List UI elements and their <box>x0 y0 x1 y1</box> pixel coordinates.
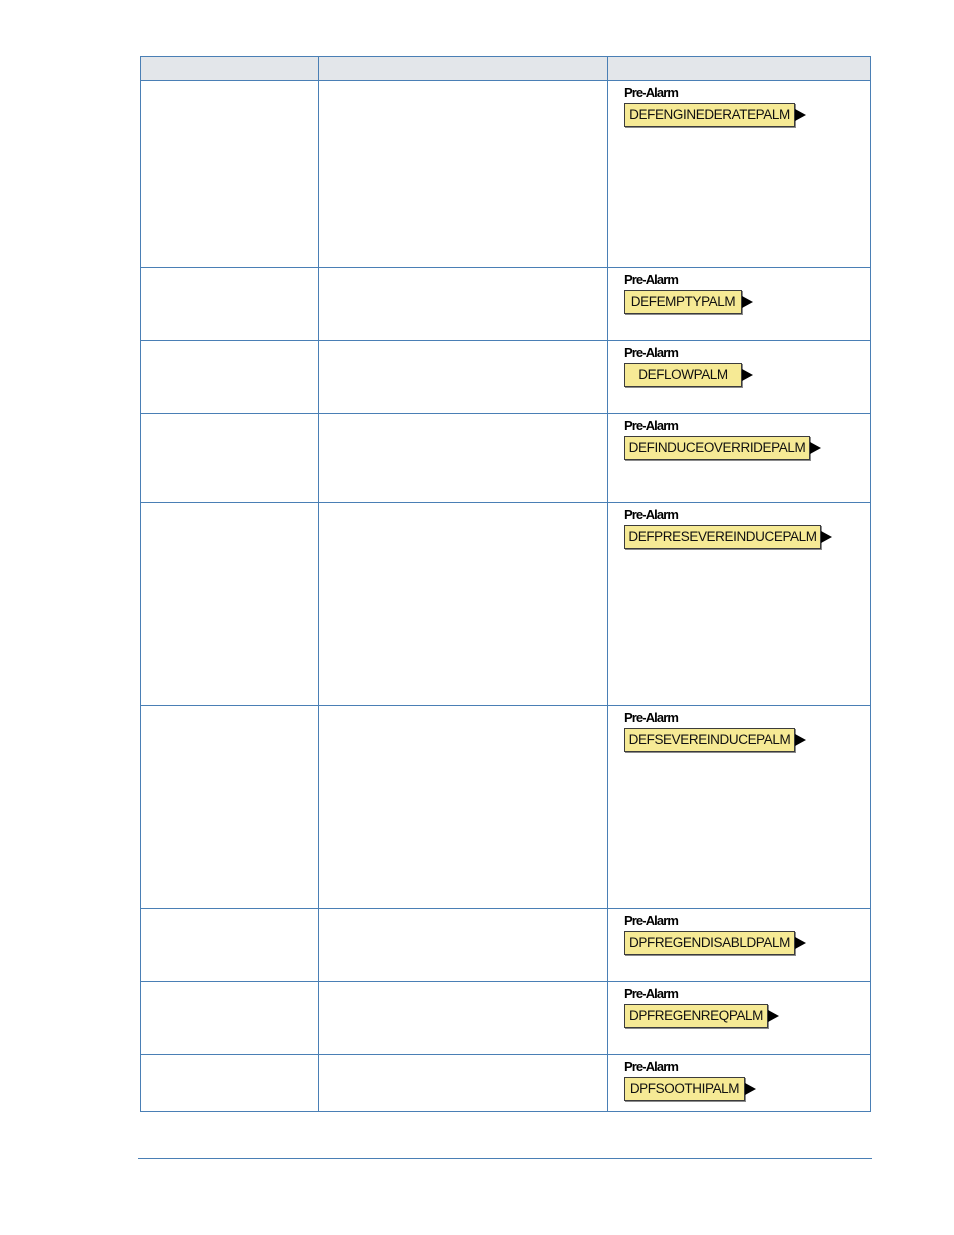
header-cell <box>141 57 319 81</box>
logic-block <box>624 418 821 460</box>
signal-box: DPFREGENREQPALM <box>624 1004 768 1028</box>
header-cell <box>608 57 871 81</box>
description-cell <box>319 341 608 414</box>
table-header-row <box>141 57 871 81</box>
output-arrow-icon <box>795 109 806 121</box>
pre-alarm-label: Pre-Alarm <box>624 345 679 360</box>
name-cell <box>141 909 319 982</box>
pre-alarm-label: Pre-Alarm <box>624 507 679 522</box>
table-row <box>141 268 871 341</box>
logic-symbol-cell <box>608 982 871 1055</box>
signal-box: DEFENGINEDERATEPALM <box>624 103 795 127</box>
name-cell <box>141 503 319 706</box>
logic-symbol-cell <box>608 341 871 414</box>
logic-block <box>624 913 806 955</box>
logic-block <box>624 85 806 127</box>
table-row <box>141 1055 871 1112</box>
pre-alarm-label: Pre-Alarm <box>624 418 679 433</box>
pre-alarm-label: Pre-Alarm <box>624 85 679 100</box>
description-cell <box>319 81 608 268</box>
table-row <box>141 503 871 706</box>
name-cell <box>141 268 319 341</box>
output-arrow-icon <box>795 734 806 746</box>
table-row <box>141 982 871 1055</box>
table-row <box>141 706 871 909</box>
signal-box: DEFLOWPALM <box>624 363 742 387</box>
name-cell <box>141 706 319 909</box>
logic-block <box>624 507 832 549</box>
signal-box: DEFPRESEVEREINDUCEPALM <box>624 525 821 549</box>
footer-divider <box>138 1158 872 1159</box>
logic-block <box>624 986 779 1028</box>
logic-symbol-cell <box>608 706 871 909</box>
header-cell <box>319 57 608 81</box>
description-cell <box>319 414 608 503</box>
name-cell <box>141 414 319 503</box>
table-row <box>141 341 871 414</box>
logic-block <box>624 1059 756 1101</box>
output-arrow-icon <box>742 296 753 308</box>
logic-symbol-cell <box>608 268 871 341</box>
output-arrow-icon <box>745 1083 756 1095</box>
table-row <box>141 414 871 503</box>
pre-alarm-label: Pre-Alarm <box>624 1059 679 1074</box>
description-cell <box>319 909 608 982</box>
description-cell <box>319 982 608 1055</box>
output-arrow-icon <box>821 531 832 543</box>
description-cell <box>319 706 608 909</box>
pre-alarm-label: Pre-Alarm <box>624 710 679 725</box>
description-cell <box>319 503 608 706</box>
output-arrow-icon <box>768 1010 779 1022</box>
description-cell <box>319 268 608 341</box>
name-cell <box>141 1055 319 1112</box>
pre-alarm-label: Pre-Alarm <box>624 272 679 287</box>
signal-box: DPFSOOTHIPALM <box>624 1077 745 1101</box>
name-cell <box>141 81 319 268</box>
alarm-table <box>140 56 871 1112</box>
signal-box: DPFREGENDISABLDPALM <box>624 931 795 955</box>
logic-symbol-cell <box>608 909 871 982</box>
output-arrow-icon <box>810 442 821 454</box>
logic-symbol-cell <box>608 503 871 706</box>
pre-alarm-label: Pre-Alarm <box>624 986 679 1001</box>
table-row <box>141 81 871 268</box>
signal-box: DEFEMPTYPALM <box>624 290 742 314</box>
logic-symbol-cell <box>608 414 871 503</box>
logic-block <box>624 272 753 314</box>
table-row <box>141 909 871 982</box>
output-arrow-icon <box>795 937 806 949</box>
name-cell <box>141 982 319 1055</box>
signal-box: DEFINDUCEOVERRIDEPALM <box>624 436 810 460</box>
description-cell <box>319 1055 608 1112</box>
signal-box: DEFSEVEREINDUCEPALM <box>624 728 795 752</box>
output-arrow-icon <box>742 369 753 381</box>
logic-block <box>624 710 806 752</box>
name-cell <box>141 341 319 414</box>
logic-block <box>624 345 753 387</box>
logic-symbol-cell <box>608 1055 871 1112</box>
logic-symbol-cell <box>608 81 871 268</box>
pre-alarm-label: Pre-Alarm <box>624 913 679 928</box>
